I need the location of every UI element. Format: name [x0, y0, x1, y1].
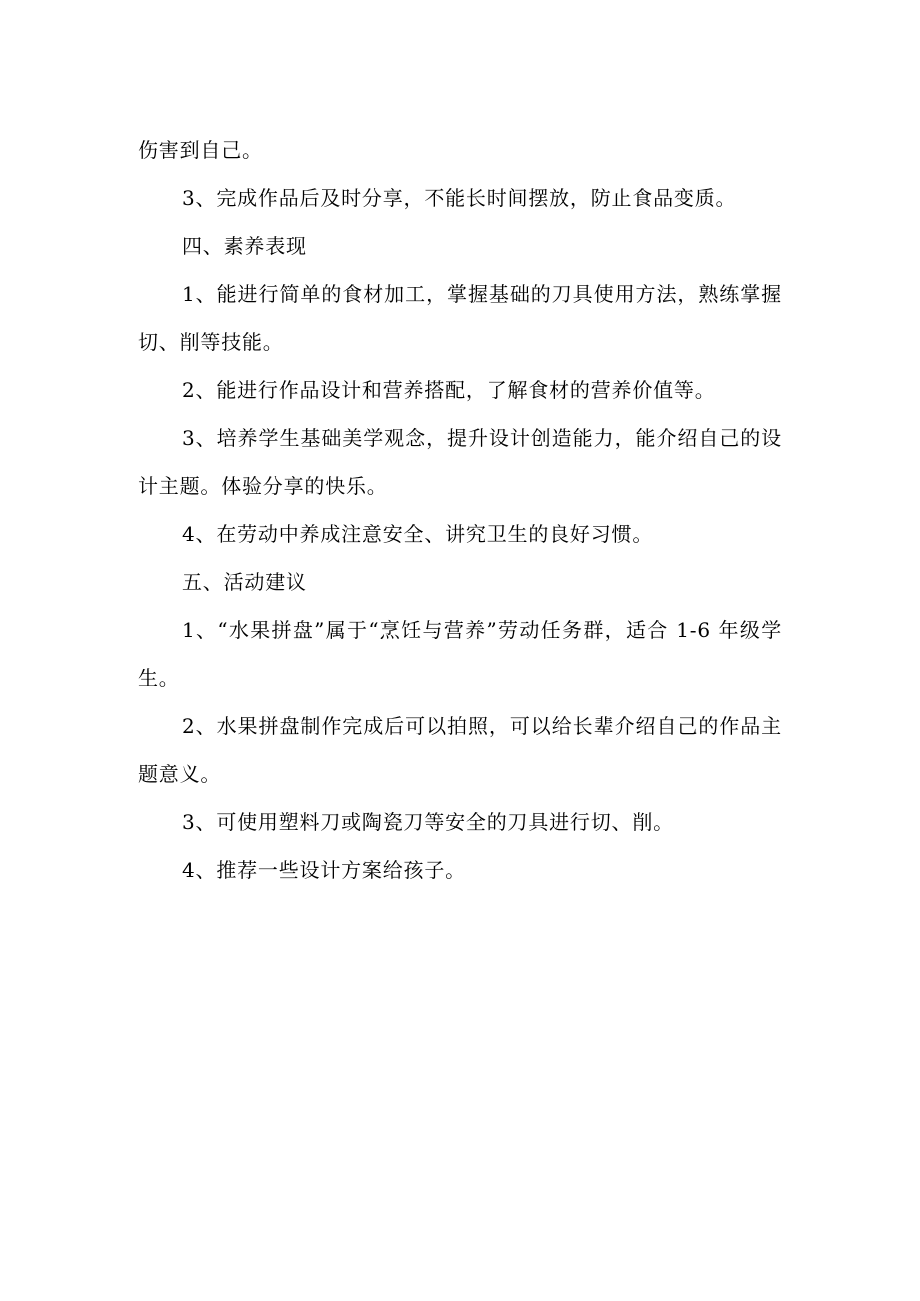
paragraph-suggestion-item-3: 3、可使用塑料刀或陶瓷刀等安全的刀具进行切、削。 — [182, 810, 674, 834]
paragraph-continuation: 伤害到自己。 — [138, 138, 263, 162]
paragraph-competency-item-4: 4、在劳动中养成注意安全、讲究卫生的良好习惯。 — [182, 522, 654, 546]
paragraph-competency-item-1: 1、能进行简单的食材加工，掌握基础的刀具使用方法，熟练掌握切、削等技能。 — [138, 282, 782, 354]
paragraph-suggestion-item-4: 4、推荐一些设计方案给孩子。 — [182, 858, 466, 882]
paragraph-competency-item-2: 2、能进行作品设计和营养搭配，了解食材的营养价值等。 — [182, 378, 716, 402]
paragraph-safety-item-3: 3、完成作品后及时分享，不能长时间摆放，防止食品变质。 — [182, 186, 737, 210]
section-heading-competency: 四、素养表现 — [182, 234, 307, 258]
paragraph-suggestion-item-1: 1、“水果拼盘”属于“烹饪与营养”劳动任务群，适合 1-6 年级学生。 — [138, 618, 782, 690]
paragraph-competency-item-3: 3、培养学生基础美学观念，提升设计创造能力，能介绍自己的设计主题。体验分享的快乐。 — [138, 426, 782, 498]
paragraph-suggestion-item-2: 2、水果拼盘制作完成后可以拍照，可以给长辈介绍自己的作品主题意义。 — [138, 714, 782, 786]
section-heading-suggestions: 五、活动建议 — [182, 570, 307, 594]
